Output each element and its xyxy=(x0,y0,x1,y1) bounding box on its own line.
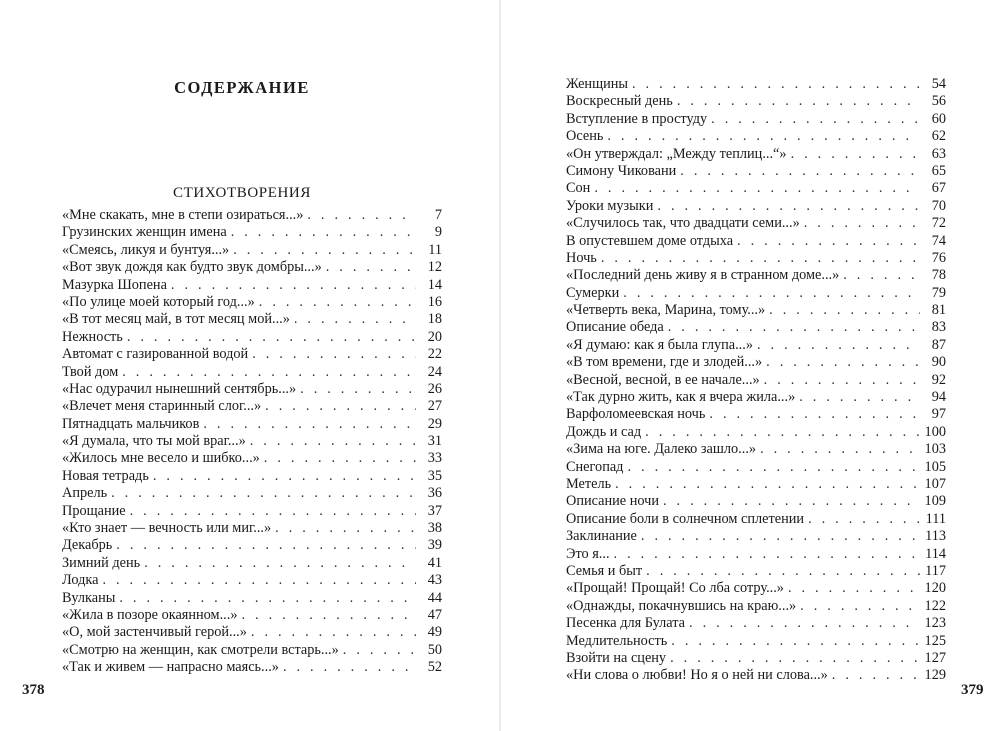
toc-entry xyxy=(566,511,946,528)
toc-entry-title: Воскресный день xyxy=(566,93,673,110)
toc-entry xyxy=(62,398,442,415)
toc-entry-title: «Случилось так, что двадцати семи...» xyxy=(566,215,800,232)
toc-entry-page: 39 xyxy=(427,537,442,554)
toc-entry-title: Уроки музыки xyxy=(566,197,654,214)
toc-entry-page: 36 xyxy=(427,485,442,502)
toc-entry-title: Лодка xyxy=(62,572,99,589)
toc-entry-title: «Влечет меня старинный слог...» xyxy=(62,398,262,415)
toc-entry-page: 105 xyxy=(924,458,946,475)
toc-entry xyxy=(566,146,946,163)
toc-entry-title: Грузинских женщин имена xyxy=(62,224,227,241)
toc-entry-page: 63 xyxy=(931,145,946,162)
toc-entry-page: 120 xyxy=(924,580,946,597)
toc-entry-page: 26 xyxy=(427,380,442,397)
toc-entry-page: 22 xyxy=(427,346,442,363)
toc-entry-title: Семья и быт xyxy=(566,562,643,579)
dot-leader xyxy=(766,354,920,371)
toc-entry-title: Заклинание xyxy=(566,528,637,545)
toc-entry-page: 56 xyxy=(931,93,946,110)
toc-entry-title: «Однажды, покачнувшись на краю...» xyxy=(566,597,797,614)
toc-entry-page: 72 xyxy=(931,215,946,232)
toc-entry-page: 113 xyxy=(925,528,946,545)
toc-entry-title: Женщины xyxy=(566,76,628,92)
toc-entry-page: 49 xyxy=(427,624,442,641)
dot-leader xyxy=(804,215,920,232)
toc-entry xyxy=(62,520,442,537)
toc-entry xyxy=(62,659,442,676)
toc-entry-title: «Мне скакать, мне в степи озираться...» xyxy=(62,207,304,223)
toc-entry-page: 111 xyxy=(925,510,946,527)
dot-leader xyxy=(615,476,920,493)
toc-list-left xyxy=(62,207,442,677)
dot-leader xyxy=(307,207,416,224)
toc-entry-page: 94 xyxy=(931,389,946,406)
toc-entry-page: 37 xyxy=(427,502,442,519)
toc-entry-title: Метель xyxy=(566,475,612,492)
dot-leader xyxy=(709,406,920,423)
dot-leader xyxy=(294,311,416,328)
dot-leader xyxy=(252,346,416,363)
toc-entry xyxy=(566,250,946,267)
dot-leader xyxy=(645,424,920,441)
dot-leader xyxy=(614,546,920,563)
dot-leader xyxy=(764,372,920,389)
contents-heading: СОДЕРЖАНИЕ xyxy=(174,78,310,97)
dot-leader xyxy=(111,485,416,502)
toc-entry xyxy=(62,346,442,363)
toc-entry xyxy=(566,337,946,354)
toc-entry xyxy=(62,277,442,294)
toc-entry-title: Сон xyxy=(566,180,591,197)
dot-leader xyxy=(668,319,920,336)
dot-leader xyxy=(265,398,416,415)
toc-entry-title: Мазурка Шопена xyxy=(62,276,167,293)
toc-entry-title: В опустевшем доме отдыха xyxy=(566,232,734,249)
toc-entry-title: «Жилось мне весело и шибко...» xyxy=(62,450,260,467)
toc-entry xyxy=(566,528,946,545)
toc-entry-page: 123 xyxy=(924,615,946,632)
toc-entry xyxy=(62,329,442,346)
dot-leader xyxy=(275,520,416,537)
toc-entry-page: 70 xyxy=(931,197,946,214)
toc-entry-page: 11 xyxy=(428,241,442,258)
toc-entry xyxy=(566,389,946,406)
toc-entry-title: «Четверть века, Марина, тому...» xyxy=(566,302,766,319)
dot-leader xyxy=(663,493,920,510)
toc-entry-page: 100 xyxy=(924,423,946,440)
toc-entry xyxy=(566,180,946,197)
dot-leader xyxy=(343,642,416,659)
toc-entry xyxy=(62,642,442,659)
toc-entry-page: 107 xyxy=(924,475,946,492)
toc-entry-title: Вступление в простуду xyxy=(566,110,708,127)
toc-entry-title: Нежность xyxy=(62,328,123,345)
toc-entry xyxy=(566,163,946,180)
toc-entry-page: 62 xyxy=(931,128,946,145)
toc-entry-page: 9 xyxy=(434,224,442,241)
toc-entry-title: Автомат с газированной водой xyxy=(62,346,249,363)
toc-entry xyxy=(566,76,946,93)
dot-leader xyxy=(144,555,416,572)
dot-leader xyxy=(283,659,416,676)
toc-entry-title: «По улице моей который год...» xyxy=(62,293,255,310)
toc-entry-title: Это я... xyxy=(566,545,610,562)
toc-entry-page: 50 xyxy=(427,641,442,658)
toc-entry xyxy=(566,493,946,510)
dot-leader xyxy=(646,563,920,580)
dot-leader xyxy=(788,580,920,597)
toc-entry xyxy=(566,441,946,458)
toc-entry-page: 38 xyxy=(427,520,442,537)
dot-leader xyxy=(153,468,416,485)
toc-entry-page: 129 xyxy=(924,667,946,684)
toc-entry-title: Декабрь xyxy=(62,537,113,554)
toc-entry xyxy=(566,580,946,597)
toc-entry xyxy=(62,450,442,467)
dot-leader xyxy=(757,337,920,354)
toc-entry-title: Прощание xyxy=(62,502,126,519)
dot-leader xyxy=(127,329,416,346)
toc-entry xyxy=(566,546,946,563)
toc-entry-page: 87 xyxy=(931,336,946,353)
toc-entry-title: Симону Чиковани xyxy=(566,162,677,179)
toc-entry-page: 18 xyxy=(427,311,442,328)
dot-leader xyxy=(264,450,416,467)
dot-leader xyxy=(832,667,920,684)
toc-entry-title: Описание ночи xyxy=(566,493,659,510)
toc-entry-page: 24 xyxy=(427,363,442,380)
dot-leader xyxy=(677,93,920,110)
toc-list-right xyxy=(566,76,946,685)
toc-entry-page: 122 xyxy=(924,597,946,614)
dot-leader xyxy=(769,302,920,319)
dot-leader xyxy=(627,459,920,476)
toc-entry-title: «Так и живем — напрасно маясь...» xyxy=(62,659,279,676)
toc-entry-title: Сумерки xyxy=(566,284,620,301)
toc-entry xyxy=(62,572,442,589)
toc-entry-title: «О, мой застенчивый герой...» xyxy=(62,624,247,641)
dot-leader xyxy=(116,537,416,554)
toc-entry xyxy=(566,198,946,215)
toc-entry-page: 67 xyxy=(931,180,946,197)
toc-entry-title: «Смотрю на женщин, как смотрели встарь...» xyxy=(62,641,339,658)
dot-leader xyxy=(231,224,416,241)
dot-leader xyxy=(799,389,920,406)
toc-entry-title: «В тот месяц май, в тот месяц мой...» xyxy=(62,311,290,328)
left-page xyxy=(0,0,500,731)
toc-entry xyxy=(566,667,946,684)
page-number-left: 378 xyxy=(22,682,45,698)
toc-entry xyxy=(62,416,442,433)
toc-entry-title: Взойти на сцену xyxy=(566,649,667,666)
toc-entry-title: «Так дурно жить, как я вчера жила...» xyxy=(566,389,796,406)
toc-entry-title: Дождь и сад xyxy=(566,423,642,440)
dot-leader xyxy=(171,277,416,294)
toc-entry-page: 114 xyxy=(925,545,946,562)
dot-leader xyxy=(737,233,920,250)
toc-entry xyxy=(62,207,442,224)
toc-entry xyxy=(566,615,946,632)
toc-entry-title: «Нас одурачил нынешний сентябрь...» xyxy=(62,380,297,397)
toc-entry-title: «Смеясь, ликуя и бунтуя...» xyxy=(62,241,230,258)
toc-entry-title: «Зима на юге. Далеко зашло...» xyxy=(566,441,757,458)
toc-entry xyxy=(566,93,946,110)
toc-entry-page: 20 xyxy=(427,328,442,345)
toc-entry-page: 109 xyxy=(924,493,946,510)
dot-leader xyxy=(594,180,920,197)
right-page xyxy=(500,0,1001,731)
toc-entry xyxy=(566,476,946,493)
toc-entry-page: 47 xyxy=(427,606,442,623)
toc-entry xyxy=(62,537,442,554)
dot-leader xyxy=(623,285,920,302)
toc-entry-title: Песенка для Булата xyxy=(566,615,686,632)
toc-entry-page: 43 xyxy=(427,572,442,589)
toc-entry xyxy=(62,381,442,398)
dot-leader xyxy=(641,528,920,545)
toc-entry-title: «Ни слова о любви! Но я о ней ни слова...» xyxy=(566,667,828,684)
dot-leader xyxy=(689,615,920,632)
dot-leader xyxy=(203,416,416,433)
toc-entry-page: 81 xyxy=(931,302,946,319)
toc-entry xyxy=(566,598,946,615)
dot-leader xyxy=(711,111,920,128)
toc-entry-page: 103 xyxy=(924,441,946,458)
toc-entry-title: Ночь xyxy=(566,249,597,266)
toc-entry-page: 44 xyxy=(427,589,442,606)
dot-leader xyxy=(800,598,920,615)
dot-leader xyxy=(670,650,920,667)
toc-entry-title: «Последний день живу я в странном доме...» xyxy=(566,267,840,284)
dot-leader xyxy=(130,503,416,520)
toc-entry-page: 78 xyxy=(931,267,946,284)
dot-leader xyxy=(251,624,416,641)
dot-leader xyxy=(250,433,416,450)
toc-entry xyxy=(566,233,946,250)
toc-entry-title: Вулканы xyxy=(62,589,116,606)
toc-entry-title: «В том времени, где и злодей...» xyxy=(566,354,763,371)
toc-entry-page: 97 xyxy=(931,406,946,423)
toc-entry-title: «Я думаю: как я была глупа...» xyxy=(566,336,753,353)
toc-entry-page: 117 xyxy=(925,562,946,579)
dot-leader xyxy=(119,590,416,607)
toc-entry-page: 79 xyxy=(931,284,946,301)
toc-entry-title: «Я думала, что ты мой враг...» xyxy=(62,433,246,450)
toc-entry-title: Апрель xyxy=(62,485,108,502)
dot-leader xyxy=(259,294,416,311)
toc-entry xyxy=(566,302,946,319)
toc-entry-page: 83 xyxy=(931,319,946,336)
toc-entry-page: 65 xyxy=(931,162,946,179)
toc-entry-page: 60 xyxy=(931,110,946,127)
toc-entry xyxy=(62,433,442,450)
toc-entry-page: 12 xyxy=(427,259,442,276)
toc-entry-title: «Кто знает — вечность или миг...» xyxy=(62,520,272,537)
toc-entry xyxy=(62,607,442,624)
toc-entry-title: Описание боли в солнечном сплетении xyxy=(566,510,805,527)
toc-entry-title: Пятнадцать мальчиков xyxy=(62,415,200,432)
dot-leader xyxy=(607,128,920,145)
toc-entry-page: 31 xyxy=(427,433,442,450)
toc-entry-title: Твой дом xyxy=(62,363,119,380)
dot-leader xyxy=(791,146,920,163)
toc-entry xyxy=(62,624,442,641)
dot-leader xyxy=(122,364,416,381)
toc-entry xyxy=(566,354,946,371)
toc-entry xyxy=(62,242,442,259)
toc-entry-page: 7 xyxy=(434,207,442,223)
toc-entry-page: 14 xyxy=(427,276,442,293)
page-number-right: 379 xyxy=(961,682,984,698)
dot-leader xyxy=(843,267,920,284)
toc-entry xyxy=(566,563,946,580)
toc-entry xyxy=(62,485,442,502)
toc-entry-title: «Весной, весной, в ее начале...» xyxy=(566,371,760,388)
toc-entry-page: 33 xyxy=(427,450,442,467)
toc-entry xyxy=(566,285,946,302)
toc-entry xyxy=(566,633,946,650)
dot-leader xyxy=(300,381,416,398)
toc-entry xyxy=(566,267,946,284)
toc-entry xyxy=(566,459,946,476)
toc-entry-title: Варфоломеевская ночь xyxy=(566,406,706,423)
toc-entry xyxy=(62,224,442,241)
toc-entry xyxy=(566,424,946,441)
toc-entry-title: Зимний день xyxy=(62,554,141,571)
dot-leader xyxy=(632,76,920,93)
toc-entry-title: «Вот звук дождя как будто звук домбры...» xyxy=(62,259,322,276)
toc-entry-title: Осень xyxy=(566,128,604,145)
toc-entry xyxy=(566,215,946,232)
toc-entry-page: 74 xyxy=(931,232,946,249)
toc-entry-page: 127 xyxy=(924,649,946,666)
dot-leader xyxy=(680,163,920,180)
toc-entry-page: 35 xyxy=(427,467,442,484)
dot-leader xyxy=(601,250,920,267)
toc-entry-title: «Он утверждал: „Между теплиц...“» xyxy=(566,145,787,162)
dot-leader xyxy=(241,607,416,624)
toc-entry xyxy=(62,364,442,381)
dot-leader xyxy=(102,572,416,589)
dot-leader xyxy=(808,511,920,528)
toc-entry xyxy=(62,311,442,328)
toc-entry-title: «Прощай! Прощай! Со лба сотру...» xyxy=(566,580,784,597)
toc-entry xyxy=(62,555,442,572)
toc-entry-page: 76 xyxy=(931,249,946,266)
dot-leader xyxy=(326,259,416,276)
toc-entry-title: Снегопад xyxy=(566,458,624,475)
toc-entry-page: 27 xyxy=(427,398,442,415)
toc-entry xyxy=(62,294,442,311)
toc-entry-page: 90 xyxy=(931,354,946,371)
toc-entry-page: 54 xyxy=(931,76,946,92)
dot-leader xyxy=(233,242,416,259)
toc-entry xyxy=(566,650,946,667)
toc-entry-page: 29 xyxy=(427,415,442,432)
toc-entry xyxy=(566,128,946,145)
dot-leader xyxy=(671,633,920,650)
section-heading-poems: СТИХОТВОРЕНИЯ xyxy=(173,185,311,201)
toc-entry-page: 16 xyxy=(427,293,442,310)
toc-entry xyxy=(62,468,442,485)
toc-entry-page: 41 xyxy=(427,554,442,571)
toc-entry-title: Описание обеда xyxy=(566,319,664,336)
toc-entry-title: Медлительность xyxy=(566,632,668,649)
toc-entry xyxy=(566,319,946,336)
toc-entry xyxy=(62,503,442,520)
toc-entry xyxy=(566,372,946,389)
toc-entry-page: 125 xyxy=(924,632,946,649)
toc-entry-page: 92 xyxy=(931,371,946,388)
toc-entry xyxy=(566,111,946,128)
toc-entry-title: «Жила в позоре окаянном...» xyxy=(62,606,238,623)
toc-entry xyxy=(62,590,442,607)
toc-entry-title: Новая тетрадь xyxy=(62,467,149,484)
toc-entry xyxy=(62,259,442,276)
dot-leader xyxy=(760,441,920,458)
toc-entry-page: 52 xyxy=(427,659,442,676)
dot-leader xyxy=(657,198,920,215)
toc-entry xyxy=(566,406,946,423)
